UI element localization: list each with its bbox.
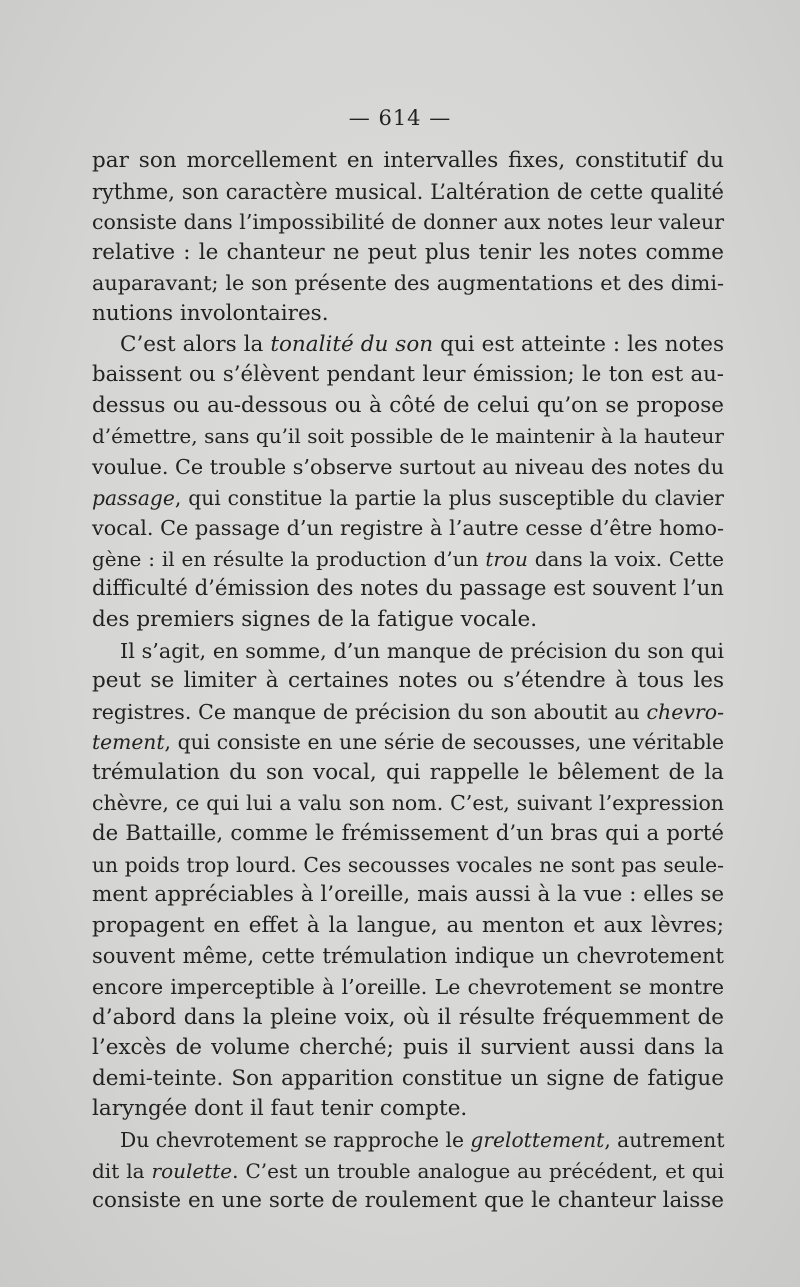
text-line	[92, 819, 724, 850]
text-segment: difficulté d’émission des notes du passage est souvent l’un	[92, 576, 724, 602]
text-line	[92, 177, 724, 208]
text-segment: d’abord dans la pleine voix, où il résulte fréquemment de	[92, 1004, 724, 1030]
text-segment: , qui consiste en une série de secousses, une véritable	[164, 730, 724, 755]
text-line	[92, 1094, 724, 1125]
text-line	[92, 727, 724, 758]
text-line	[92, 391, 724, 422]
text-segment: C’est alors la	[120, 331, 271, 357]
text-segment: auparavant; le son présente des augmentations et des dimi-	[92, 271, 724, 296]
text-segment: encore imperceptible à l’oreille. Le chevrotement se montre	[92, 975, 724, 1000]
text-segment: de Battaille, comme le frémissement d’un bras qui a porté	[92, 821, 724, 847]
text-line	[92, 207, 724, 238]
text-segment: qui est atteinte : les notes	[433, 331, 724, 357]
text-line	[92, 911, 724, 942]
text-line	[92, 238, 724, 269]
text-segment: relative : le chanteur ne peut plus tenir les notes comme	[92, 239, 724, 265]
page-number: — 614 —	[348, 106, 452, 130]
text-line	[92, 452, 724, 483]
text-segment: trémulation du son vocal, qui rappelle le bêlement de la	[92, 759, 724, 785]
text-line	[92, 1125, 724, 1156]
text-segment: souvent même, cette trémulation indique un chevrotement	[92, 944, 724, 969]
text-segment: dit la	[92, 1158, 152, 1183]
text-segment: un poids trop lourd. Ces secousses vocales ne sont pas seule-	[92, 852, 724, 877]
body-text	[92, 146, 724, 1217]
text-line	[92, 850, 724, 881]
text-segment: d’émettre, sans qu’il soit possible de le maintenir à la hauteur	[92, 424, 724, 449]
text-line	[92, 544, 724, 575]
text-segment: baissent ou s’élèvent pendant leur émission; le ton est au-	[92, 362, 724, 388]
text-line	[92, 1186, 724, 1217]
text-line	[92, 758, 724, 789]
text-segment: ment appréciables à l’oreille, mais aussi à la vue : elles se	[92, 882, 725, 908]
text-line	[92, 146, 724, 177]
text-segment: rythme, son caractère musical. L’altération de cette qualité	[92, 179, 724, 204]
text-segment: Il s’agit, en somme, d’un manque de précision du son qui	[120, 638, 724, 663]
text-line	[92, 1156, 724, 1187]
text-segment: consiste en une sorte de roulement que le chanteur laisse	[92, 1188, 724, 1214]
text-line	[92, 972, 724, 1003]
text-line	[92, 1033, 724, 1064]
text-segment: voulue. Ce trouble s’observe surtout au niveau des notes du	[92, 454, 725, 479]
text-segment: registres. Ce manque de précision du son aboutit au	[92, 699, 647, 724]
text-segment: propagent en effet à la langue, au menton et aux lèvres;	[92, 912, 724, 938]
text-line	[92, 330, 724, 361]
italic-term: tement	[92, 730, 165, 755]
text-line	[92, 636, 724, 667]
text-line	[92, 880, 724, 911]
text-segment: demi-teinte. Son apparition constitue un signe de fatigue	[92, 1065, 724, 1091]
text-line	[92, 666, 724, 697]
text-segment: , qui constitue la partie la plus susceptible du clavier	[174, 485, 724, 510]
text-segment: consiste dans l’impossibilité de donner aux notes leur valeur	[92, 210, 724, 235]
text-line	[92, 299, 724, 330]
text-segment: laryngée dont il faut tenir compte.	[92, 1096, 468, 1122]
text-segment: peut se limiter à certaines notes ou s’étendre à tous les	[92, 668, 724, 694]
text-segment: gène : il en résulte la production d’un	[92, 546, 486, 571]
italic-term: passage	[92, 485, 175, 510]
text-segment: nutions involontaires.	[92, 300, 329, 326]
text-line	[92, 941, 724, 972]
text-segment: vocal. Ce passage d’un registre à l’autre cesse d’être homo-	[92, 516, 724, 541]
text-line	[92, 1003, 724, 1034]
text-line	[92, 788, 724, 819]
italic-term: grelottement	[470, 1128, 605, 1152]
text-segment: Du chevrotement se rapproche le	[120, 1128, 471, 1152]
text-segment: , autrement	[604, 1128, 725, 1152]
text-line	[92, 697, 724, 728]
text-line	[92, 360, 724, 391]
text-segment: chèvre, ce qui lui a valu son nom. C’est, suivant l’expression	[92, 791, 724, 816]
text-line	[92, 268, 724, 299]
text-segment: dans la voix. Cette	[527, 546, 724, 571]
italic-term: tonalité du son	[270, 331, 434, 357]
text-line	[92, 1064, 724, 1095]
text-segment: par son morcellement en intervalles fixes, constitutif du	[92, 148, 724, 173]
text-segment: l’excès de volume cherché; puis il survient aussi dans la	[92, 1035, 724, 1061]
text-segment: dessus ou au-dessous ou à côté de celui qu’on se propose	[92, 392, 724, 418]
text-line	[92, 513, 724, 544]
text-segment: des premiers signes de la fatigue vocale.	[92, 606, 538, 632]
italic-term: chevro-	[646, 699, 724, 724]
text-line	[92, 421, 724, 452]
text-line	[92, 483, 724, 514]
text-segment: . C’est un trouble analogue au précédent, et qui	[232, 1158, 724, 1183]
text-line	[92, 605, 724, 636]
text-line	[92, 574, 724, 605]
italic-term: roulette	[151, 1158, 233, 1183]
italic-term: trou	[485, 546, 528, 571]
